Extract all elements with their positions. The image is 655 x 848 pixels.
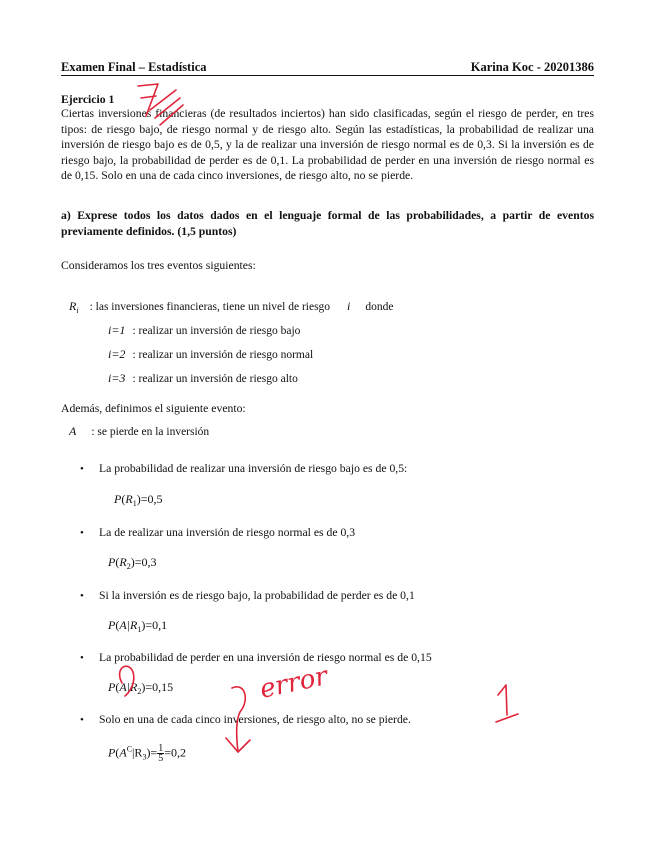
ink-mark-one <box>498 685 507 715</box>
question-a: a) Exprese todos los datos dados en el lenguaje formal de las probabilidades, a partir de eventos previamente definidos. (1,5 puntos) <box>61 209 594 238</box>
also-text: Además, definimos el siguiente evento: <box>61 402 246 415</box>
probability-equation: $P(A|R_2)=0,15$ <box>108 680 174 696</box>
intro-text: Consideramos los tres eventos siguientes: <box>61 259 256 272</box>
bullet-icon: • <box>80 714 84 726</box>
event-r-var: i <box>347 299 351 313</box>
event-item <box>108 371 298 386</box>
header-rule <box>61 75 594 76</box>
event-item <box>108 347 313 362</box>
probability-equation: $P(A^C|R_3)=$ $\frac{1}{5}$ =0,2 <box>108 743 186 764</box>
event-r-desc: : las inversiones financieras, tiene un nivel de riesgo <box>89 301 331 313</box>
bullet-icon: • <box>80 652 84 664</box>
bullet-text: Solo en una de cada cinco inversiones, de riesgo alto, no se pierde. <box>99 713 411 726</box>
event-item <box>108 323 300 338</box>
header-course: Examen Final – Estadística <box>61 60 207 74</box>
probability-equation: $P(R_2)=0,3$ <box>108 555 157 571</box>
probability-equation: $P(A|R_1)=0,1$ <box>108 618 168 634</box>
probability-equation: $P(R_1)=0,5$ <box>114 492 163 508</box>
event-r-donde: donde <box>365 301 394 313</box>
event-item-eq: i=3 <box>108 371 126 385</box>
bullet-icon: • <box>80 590 84 602</box>
event-a-desc: : se pierde en la inversión <box>91 426 210 438</box>
header-student: Karina Koc - 20201386 <box>470 60 594 74</box>
event-r-subscript: i <box>76 306 79 315</box>
bullet-text: La probabilidad de perder en una inversión de riesgo normal es de 0,15 <box>99 651 432 664</box>
ink-error-note: error <box>257 661 331 705</box>
bullet-text: La de realizar una inversión de riesgo normal es de 0,3 <box>99 526 356 539</box>
bullet-icon: • <box>80 463 84 475</box>
ink-mark-slash <box>141 96 156 98</box>
event-a-symbol: A <box>69 424 77 438</box>
ink-arrow-head <box>226 738 250 752</box>
bullet-text: Si la inversión es de riesgo bajo, la probabilidad de perder es de 0,1 <box>99 589 415 602</box>
event-item-eq: i=2 <box>108 347 126 361</box>
event-a-definition <box>69 424 209 439</box>
event-r-symbol: R <box>69 299 77 313</box>
bullet-icon: • <box>80 527 84 539</box>
event-r-definition <box>69 299 394 315</box>
bullet-text: La probabilidad de realizar una inversión de riesgo bajo es de 0,5: <box>99 462 408 475</box>
ink-mark-underline <box>496 714 518 722</box>
exercise-statement: Ciertas inversiones financieras (de resultados inciertos) han sido clasificadas, según el riesgo de perder, en tres tipos: de riesgo bajo, de riesgo normal y de riesgo alto. Según las estadísticas, la probabilidad de realizar una inversión de riesgo bajo es de 0,5, y la de realizar una inversión de riesgo normal es de 0,3. Si la inversión es de riesgo bajo, la probabilidad de perder es de 0,1. La probabilidad de perder en una inversión de riesgo normal es de 0,15. Solo en una de cada cinco inversiones, de riesgo alto, no se pierde. <box>61 107 594 182</box>
exercise-title: Ejercicio 1 <box>61 93 115 106</box>
event-item-eq: i=1 <box>108 323 126 337</box>
event-item-desc: : realizar un inversión de riesgo normal <box>132 349 314 361</box>
fraction: $\frac{1}{5}$ <box>158 743 164 764</box>
page-header <box>61 60 594 76</box>
event-item-desc: : realizar un inversión de riesgo bajo <box>132 325 301 337</box>
event-item-desc: : realizar un inversión de riesgo alto <box>132 373 298 385</box>
